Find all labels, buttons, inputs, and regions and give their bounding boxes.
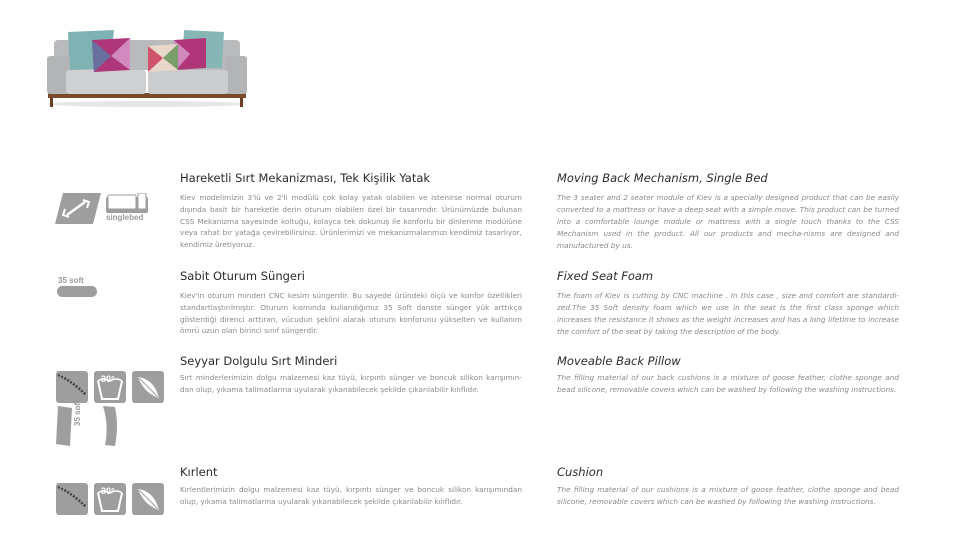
wash-temp-label: 30° xyxy=(101,374,115,384)
section-body-en: The filling material of our cushions is a mixture of goose feather, clothe sponge and bead silicone, removable covers which can be washed by following the washing instructions. xyxy=(557,485,899,506)
section-title-en: Moveable Back Pillow xyxy=(557,354,681,368)
zipper-cover-icon xyxy=(56,483,88,515)
section-body-tr: Sırt minderlerimizin dolgu malzemesi kaz tüyü, kırpıntı sünger ve boncuk silikon karışımın-dan olup, yıkama talimatlarına uyularak yıkanabilecek şekilde çıkarılabilir kılıflıdır. xyxy=(180,373,522,394)
section-body-tr: Kiev'in oturum minderi CNC kesim süngerdir. Bu sayede üründeki ölçü ve konfor özellikleri standartlaştırılmıştır. Oturum kısmında kullandığımız 35 Soft danste sünger yük arttıkça gösterdiği direnci arttıran, vücudun şeklini alarak oturum konforunu yükselten ve kullanım ömrü uzun olan birinci sınıf süngerdir. xyxy=(180,291,522,336)
single-bed-icon xyxy=(106,193,148,213)
back-pillow-icon xyxy=(55,406,73,446)
back-pillow-side-icon xyxy=(101,406,119,446)
section-title-en: Cushion xyxy=(557,465,604,479)
section-body-en: The 3 seater and 2 seater module of Kiev is a specially designed product that can be easily converted to a mattress or have a deep seat with a simple move. This product can be turned into a comfortable lounge module or mattress with a single touch thanks to the CSS Mechanism used in the product. All our products and mecha-nisms are designed and manufactured by us. xyxy=(557,193,899,250)
single-bed-label: singlebed xyxy=(106,213,144,222)
section-body-tr: Kırlentlerimizin dolgu malzemesi kaz tüyü, kırpıntı sünger ve boncuk silikon karışımından olup, yıkama talimatlarına uyularak yıkanabilecek şekilde çıkarılabilir kılıflıdır. xyxy=(180,485,522,506)
section-body-tr: Kiev modelimizin 3'lü ve 2'li modülü çok kolay yatak olabilen ve istenirse normal oturum dışında basit bir hareketle derin oturum olabilen özel bir tasarımdır. Ürünümüzde bulunan CSS Mekanizma sayesinde koltuğu, kolayca tek dokunuş ile konforlu bir dinlenme modülüne veya rahat bir yatağa çevirebilirsiniz. Ürünlerimizi ve mekanizmalarımızı kendimiz tasarlıyor, kendimiz üretiyoruz. xyxy=(180,193,522,250)
feather-icon xyxy=(132,371,164,403)
back-mechanism-icon xyxy=(55,193,101,224)
feather-icon xyxy=(132,483,164,515)
section-title-tr: Sabit Oturum Süngeri xyxy=(180,269,305,283)
seat-foam-icon xyxy=(57,286,97,297)
wash-temp-label: 30° xyxy=(101,486,115,496)
section-title-tr: Kırlent xyxy=(180,465,218,479)
section-title-tr: Hareketli Sırt Mekanizması, Tek Kişilik Yatak xyxy=(180,171,431,185)
soft-foam-label: 35 soft xyxy=(58,276,84,285)
section-title-en: Fixed Seat Foam xyxy=(557,269,654,283)
section-title-tr: Seyyar Dolgulu Sırt Minderi xyxy=(180,354,338,368)
section-title-en: Moving Back Mechanism, Single Bed xyxy=(557,171,768,185)
section-body-en: The foam of Kiev is cutting by CNC machine . In this case , size and comfort are standardi-zed.The 35 Soft density foam which we use in the seat is the first class sponge which increases the resistance it shows as the weight increases and has a long lifetime to increase the comfort of the seat by taking the description of the body. xyxy=(557,291,899,336)
sofa-product-image xyxy=(44,26,250,110)
section-body-en: The filling material of our back cushions is a mixture of goose feather, clothe sponge and bead silicone, removable covers which can be washed by following the washing instructions. xyxy=(557,373,899,394)
zipper-cover-icon xyxy=(56,371,88,403)
back-pillow-soft-label: 35 soft xyxy=(73,400,82,426)
